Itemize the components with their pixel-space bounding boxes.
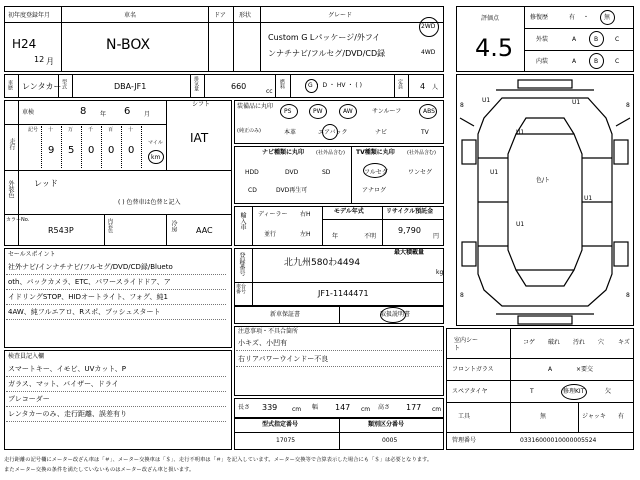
navi-item: SD xyxy=(322,169,331,176)
new-warranty: 新車保証書 xyxy=(270,311,301,318)
height-value: 177 xyxy=(406,403,422,412)
recycle-label: リサイクル預託金 xyxy=(386,208,434,215)
management-label: 管理番号 xyxy=(452,437,477,444)
note-line: スマートキー、イモビ、UVカット、P xyxy=(8,365,126,373)
tools-value: 無 xyxy=(540,413,547,420)
damage-mark: U1 xyxy=(482,97,491,104)
windshield-label: フロントガラス xyxy=(452,366,494,373)
fuel-label: 燃料 xyxy=(279,79,285,89)
damage-mark: 色/ト xyxy=(536,177,551,184)
capacity-label: 定員 xyxy=(397,79,403,89)
diagram-number: 8 xyxy=(626,292,630,299)
shift-value: IAT xyxy=(190,131,209,145)
displacement-value: 660 xyxy=(231,82,247,91)
equipment-item: PW xyxy=(313,108,323,115)
interior-condition-item: 穴 xyxy=(598,339,605,346)
category-label: 類別区分番号 xyxy=(368,421,405,428)
navi-item: HDD xyxy=(245,169,259,176)
exterior-a: A xyxy=(572,36,577,43)
exterior-c: C xyxy=(615,36,620,43)
footer-line1: 走行距離の記号欄にメーター改ざん車は「＃」、メーター交換車は「＄」、走行不明車は「＃」を記入しています。メーター交換等で合算表示した場合にも「＄」は必要となります。 xyxy=(4,457,433,463)
recycle-value: 9,790 xyxy=(398,226,421,235)
diagram-number: 8 xyxy=(460,102,464,109)
inspection-year: 8 xyxy=(80,106,87,117)
tv-item: アナログ xyxy=(362,187,387,194)
windshield-replace: ×要交 xyxy=(576,366,594,373)
diagram-number: 8 xyxy=(460,292,464,299)
equipment-item: サンルーフ xyxy=(372,108,402,115)
jack-value: 有 xyxy=(618,413,625,420)
damage-mark: U1 xyxy=(490,169,499,176)
model-year-label: モデル年式 xyxy=(334,208,364,215)
model-value: DBA-JF1 xyxy=(114,82,147,91)
repair-none: 無 xyxy=(604,14,611,21)
manual: 取扱説明書 xyxy=(380,311,411,318)
color-code-label: カラーNo. xyxy=(6,217,30,223)
inspector-label: 検査員記入欄 xyxy=(8,353,45,360)
length-label: 長さ xyxy=(238,404,251,411)
recycle-unit: 円 xyxy=(433,233,440,240)
grade-label: グレード xyxy=(328,12,353,19)
length-value: 339 xyxy=(262,403,278,412)
car-name: N-BOX xyxy=(106,37,151,53)
inspection-label: 車検 xyxy=(22,109,35,116)
import-other: 並行 xyxy=(264,231,277,238)
interior-label: 内装 xyxy=(536,58,549,65)
footer-line2: またメーター交換の条件を満たしていないものはメーター改ざん車と扱います。 xyxy=(4,467,195,473)
equipment-item: TV xyxy=(421,129,429,136)
max-load-label: 最大積載量 xyxy=(394,249,425,256)
interior-color-label: 内装色 xyxy=(107,218,113,233)
damage-mark: U1 xyxy=(516,221,525,228)
inspection-year-unit: 年 xyxy=(100,111,107,118)
note-rule xyxy=(6,304,226,305)
note-line: イドリングSTOP、HIDオートライト、フォグ、純1 xyxy=(8,293,169,301)
equipment-item: 本革 xyxy=(284,129,297,136)
equipment-sub-label: (純正のみ) xyxy=(237,128,261,134)
interior-condition-item: 破れ xyxy=(548,339,561,346)
first-reg-year: H24 xyxy=(12,37,37,51)
inspection-month-unit: 月 xyxy=(144,111,151,118)
drive-2wd: 2WD xyxy=(421,23,436,30)
interior-b: B xyxy=(594,58,599,65)
note-line: oth、バックカメラ、ETC、パワースライドドア、ア xyxy=(8,278,171,286)
mileage-digit: 5 xyxy=(68,145,75,156)
damage-mark: U1 xyxy=(584,195,593,202)
diagram-number: 8 xyxy=(626,102,630,109)
note-line: 4AW、純フルエアロ、Rスポ、プッシュスタート xyxy=(8,308,161,316)
interior-condition-item: キズ xyxy=(618,339,630,346)
color-code: R543P xyxy=(48,226,74,235)
chassis-value: JF1-1144471 xyxy=(318,289,369,298)
inspection-month: 6 xyxy=(124,106,131,117)
use-label: 車歴 xyxy=(7,80,13,90)
note-line: ブレコーダー xyxy=(8,395,50,403)
tv-item: ワンセグ xyxy=(408,169,433,176)
mileage-digit-label: 十 xyxy=(128,127,134,133)
note-rule xyxy=(6,376,226,377)
grade-line1: Custom G Lパッケージ/外フイ xyxy=(268,33,381,42)
tv-fullseg-circle xyxy=(363,163,387,178)
equipment-label: 装備品に丸印 xyxy=(237,103,274,110)
mileage-digit-label: 万 xyxy=(68,127,74,133)
category: 0005 xyxy=(382,437,398,444)
management-number: 03316000010000005524 xyxy=(520,437,597,444)
navi-title: ナビ種類に丸印 xyxy=(262,149,305,156)
note-rule xyxy=(6,289,226,290)
navi-item: DVD xyxy=(285,169,299,176)
shift-label: シフト xyxy=(192,101,211,108)
score-label: 評価点 xyxy=(481,15,500,22)
exterior-label: 外装 xyxy=(536,36,549,43)
interior-a: A xyxy=(572,58,577,65)
width-label: 幅 xyxy=(312,404,319,411)
remarks-label: 注意事項・不具合箇所 xyxy=(238,328,299,335)
mileage-digit-label: 十 xyxy=(48,127,54,133)
tools-label: 工具 xyxy=(458,413,471,420)
spare-missing: 欠 xyxy=(605,388,612,395)
type-designation-label: 型式指定番号 xyxy=(262,421,299,428)
remarks-line: 右リアパワーウインドー不良 xyxy=(238,355,329,363)
capacity-value: 4 xyxy=(420,82,426,91)
mileage-unit-mile: マイル xyxy=(148,140,163,146)
spare-label: スペアタイヤ xyxy=(452,388,488,395)
plate-value: 北九州580わ4494 xyxy=(284,258,361,268)
exterior-b: B xyxy=(594,36,599,43)
height-label: 高さ xyxy=(378,404,391,411)
mileage-digit: 0 xyxy=(108,145,115,156)
color-label: 外装色 xyxy=(7,180,14,198)
displacement-label: 排気量 xyxy=(193,76,199,91)
note-line: 社外ナビ/インナチナビ/フルセグ/DVD/CD録/Blueto xyxy=(8,263,173,271)
note-line: ガラス、マット、バイザー、ドライ xyxy=(8,380,119,388)
note-rule xyxy=(6,391,226,392)
color-note: ( ) 色替車は色替と記入 xyxy=(118,199,181,206)
equipment-item: PS xyxy=(284,108,292,115)
first-reg-month-unit: 月 xyxy=(46,57,54,66)
grade-line2: ンナチナビ/フルセグ/DVD/CD録 xyxy=(268,49,386,58)
spare-kit: 修理KIT xyxy=(563,388,585,395)
equipment-item: AW xyxy=(343,108,353,115)
interior-c: C xyxy=(615,58,620,65)
chassis-label: 車台番号 xyxy=(236,284,247,295)
model-year-unit: 年 xyxy=(332,233,339,240)
car-outline-diagram xyxy=(456,74,634,326)
mileage-digit-label: 千 xyxy=(88,127,94,133)
damage-mark: U1 xyxy=(516,129,525,136)
plate-label: 登録番号 xyxy=(238,252,245,276)
ac-label: 冷房 xyxy=(170,220,177,232)
import-dealer: ディーラー xyxy=(258,211,288,218)
tv-item: フルセグ xyxy=(364,169,388,176)
car-name-label: 車名 xyxy=(124,12,137,19)
jack-label: ジャッキ xyxy=(582,413,606,420)
first-reg-label: 初年度登録年月 xyxy=(8,12,51,19)
navi-item: DVD再生可 xyxy=(276,187,308,194)
displacement-unit: cc xyxy=(266,88,273,95)
length-unit: cm xyxy=(292,406,302,413)
model-year-unknown: 不明 xyxy=(364,233,377,240)
shape-label: 形状 xyxy=(239,12,252,19)
capacity-unit: 人 xyxy=(432,84,439,91)
remarks-rule xyxy=(236,366,442,367)
navi-title-sub: (社外品含む) xyxy=(316,150,345,156)
remarks-rule xyxy=(236,350,442,351)
mileage-digit-label: 百 xyxy=(108,127,114,133)
import-left: 左H xyxy=(300,231,311,238)
mileage-digit-label: 記号 xyxy=(28,127,39,133)
tv-title-sub: (社外品含む) xyxy=(407,150,436,156)
repair-label: 修復歴 xyxy=(530,14,549,21)
interior-condition-item: コゲ xyxy=(523,339,536,346)
spare-t: T xyxy=(530,388,534,395)
equipment-item: ABS xyxy=(423,108,435,115)
max-load-unit: kg xyxy=(436,269,444,276)
equipment-item: ナビ xyxy=(375,129,388,136)
repair-yes: 有 xyxy=(569,14,576,21)
damage-mark: U1 xyxy=(572,99,581,106)
mileage-label: 走行 xyxy=(8,138,15,150)
equipment-item: エアバック xyxy=(318,129,348,136)
height-unit: cm xyxy=(432,406,442,413)
type-designation: 17075 xyxy=(276,437,296,444)
remarks-line: 小キズ、小凹有 xyxy=(238,339,288,347)
mileage-digit: 9 xyxy=(48,145,55,156)
mileage-digit: 0 xyxy=(128,145,135,156)
interior-seat-label: 室内シート xyxy=(454,337,479,353)
first-reg-month: 12 xyxy=(34,55,45,64)
note-rule xyxy=(6,274,226,275)
windshield-a: A xyxy=(548,366,553,373)
width-value: 147 xyxy=(335,403,351,412)
mileage-unit-km: km xyxy=(151,154,161,161)
airbag-circle xyxy=(322,124,338,140)
note-rule xyxy=(6,406,226,407)
drive-4wd: 4WD xyxy=(421,49,436,56)
score-value: 4.5 xyxy=(475,34,514,62)
note-line: レンタカーのみ、走行距離、誤差有り xyxy=(8,410,127,418)
interior-condition-item: 汚れ xyxy=(573,339,586,346)
import-right: 右H xyxy=(300,211,311,218)
use-value: レンタカー xyxy=(22,82,62,91)
note-rule xyxy=(6,319,226,320)
sales-points-label: セールスポイント xyxy=(8,251,56,258)
navi-item: CD xyxy=(248,187,257,194)
width-unit: cm xyxy=(361,406,371,413)
mileage-digit: 0 xyxy=(88,145,95,156)
note-rule xyxy=(6,421,226,422)
doors-label: ドア xyxy=(214,12,226,19)
import-label: 輸入車 xyxy=(239,212,246,230)
fuel-value: G ・ D ・ HV ・ ( ) xyxy=(308,82,362,89)
model-label: 型式 xyxy=(61,79,67,89)
color-value: レッド xyxy=(34,179,58,188)
tv-title: TV種類に丸印 xyxy=(356,149,395,156)
ac-value: AAC xyxy=(196,226,213,235)
